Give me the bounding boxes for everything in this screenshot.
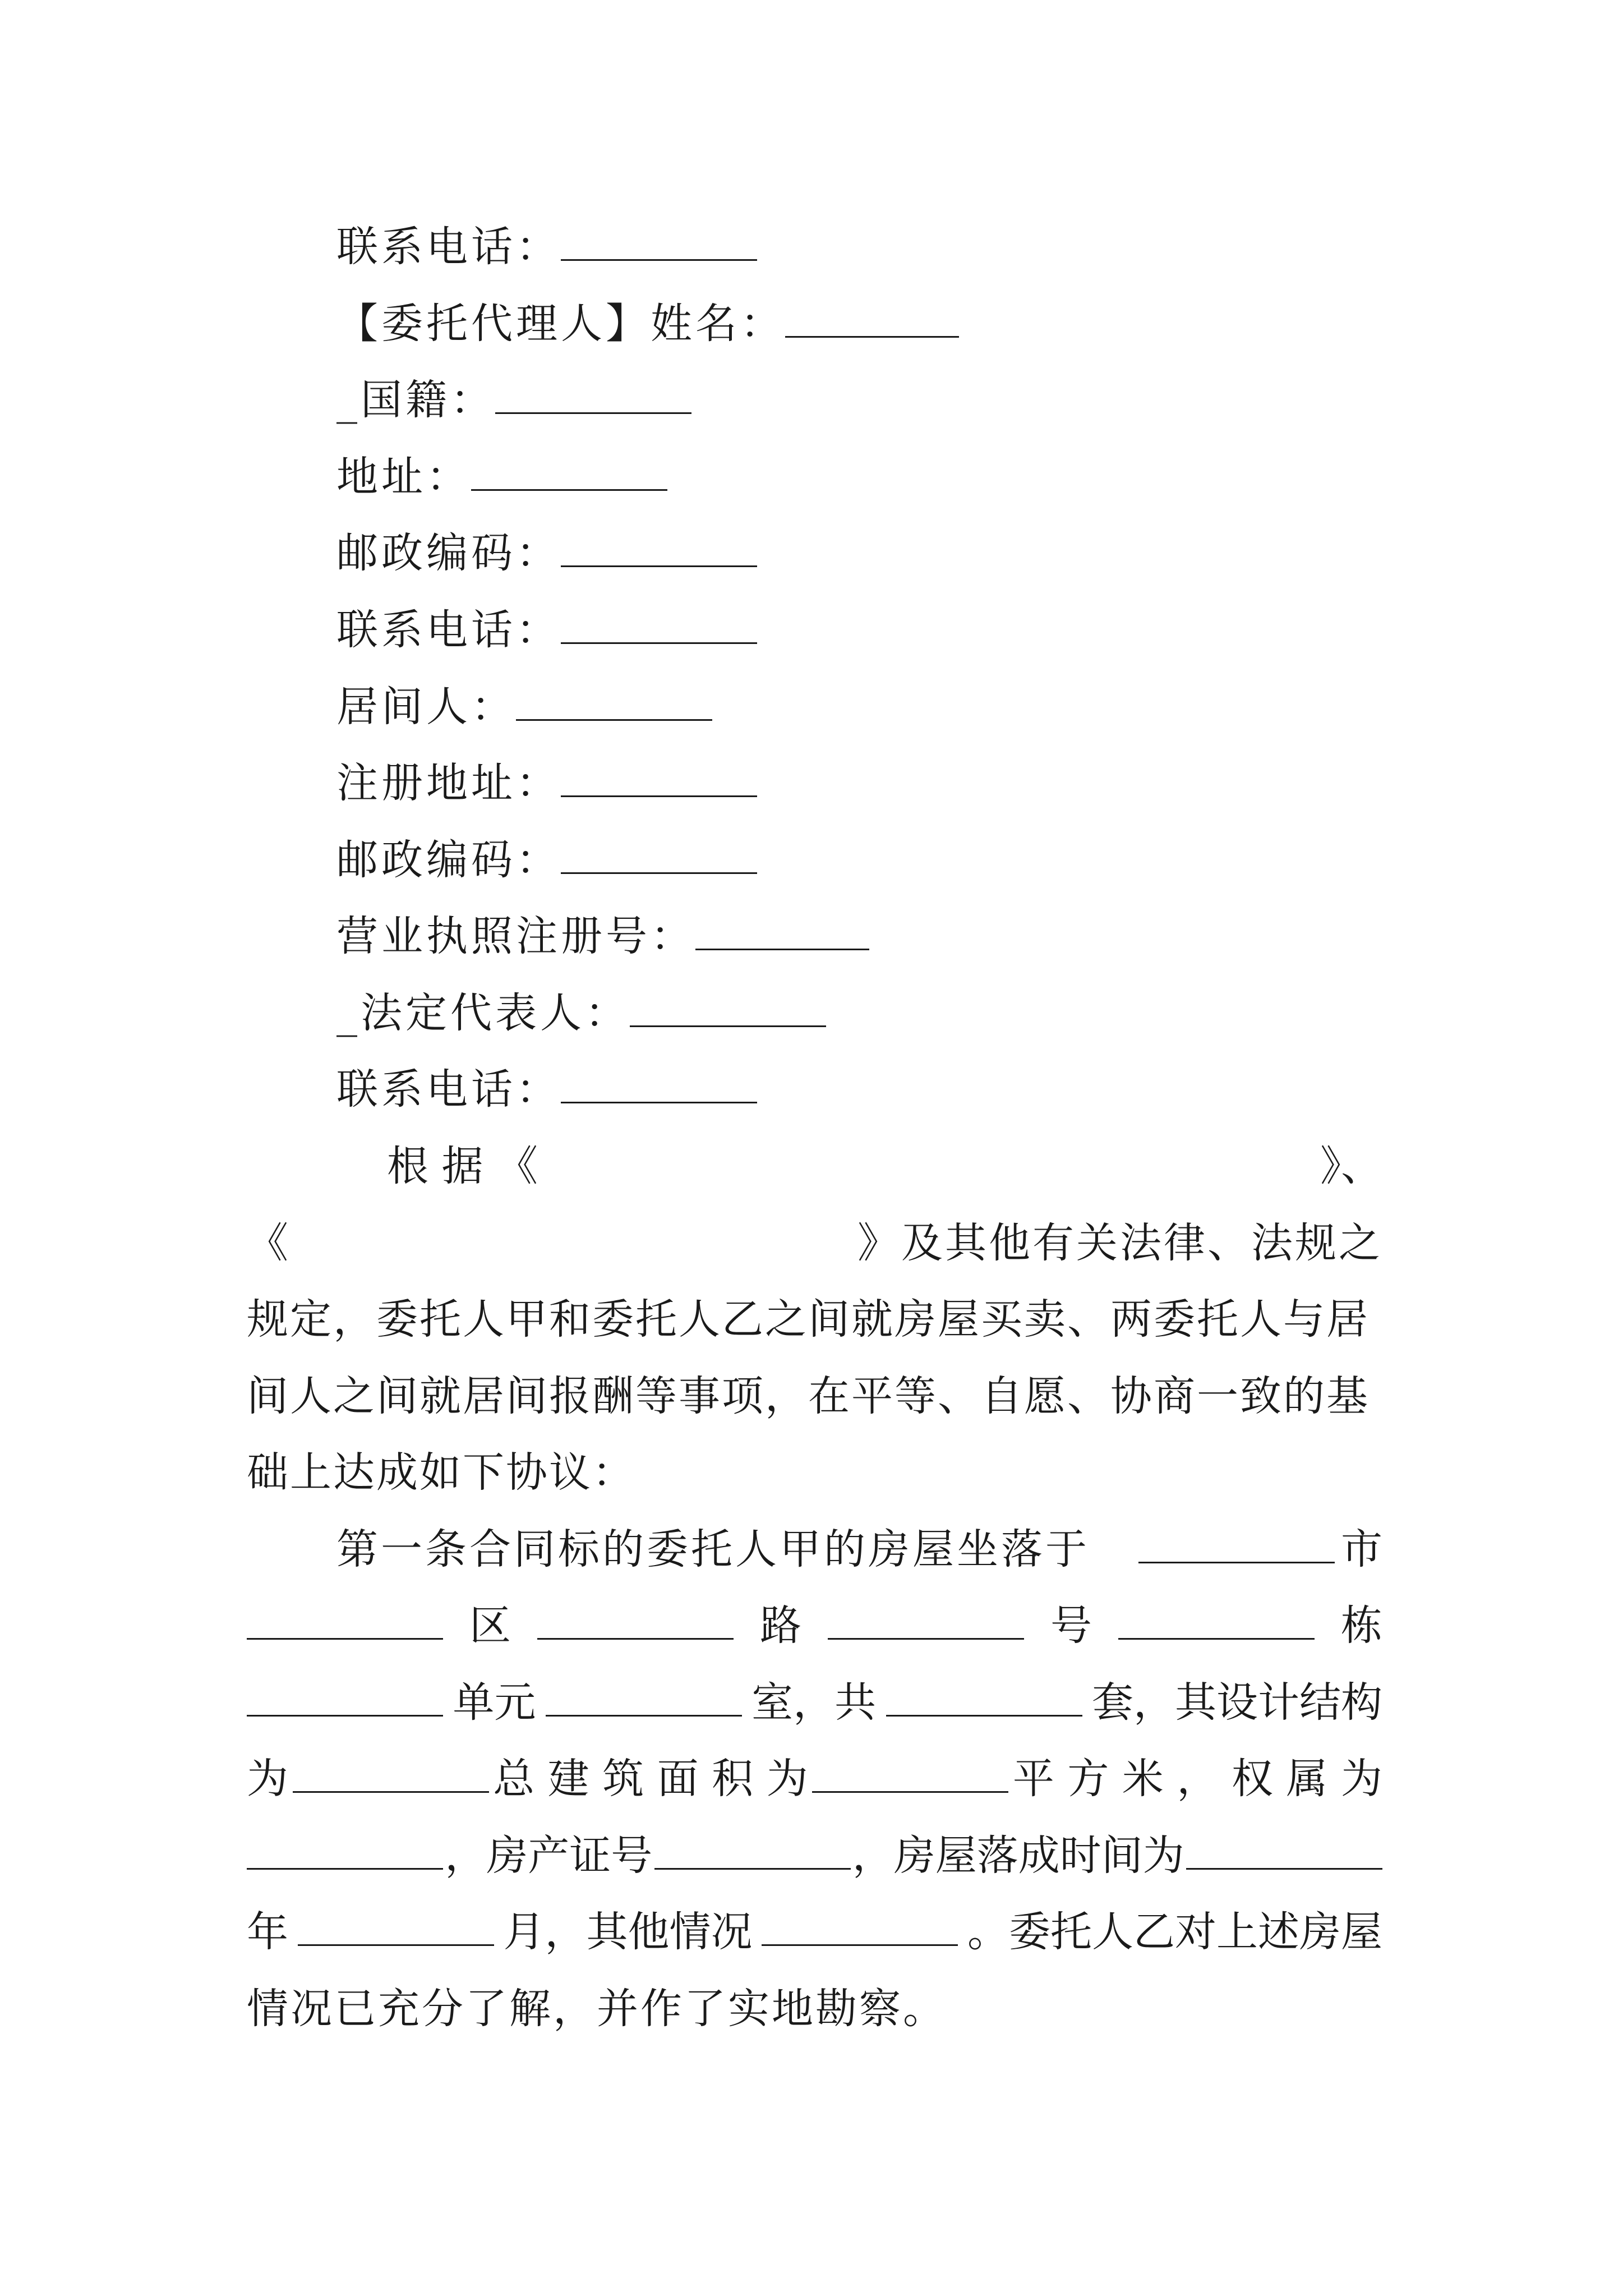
broker-license-row — [336, 908, 869, 964]
agent-postcode-blank[interactable] — [561, 525, 757, 567]
article1-cert-label: ，房产证号 — [445, 1832, 653, 1880]
agent-name-row — [336, 296, 959, 352]
preamble-line-5 — [247, 1444, 1382, 1501]
agent-nationality-label: _国籍： — [336, 376, 495, 424]
broker-legal-rep-label: _法定代表人： — [336, 989, 630, 1037]
article1-district: 区 — [469, 1602, 511, 1650]
agent-phone-label: 联系电话： — [336, 606, 561, 654]
agent-postcode-row — [336, 525, 757, 581]
article1-building-blank[interactable] — [247, 1674, 443, 1717]
article1-area-label: 总 建 筑 面 积 为 — [493, 1755, 808, 1803]
party-b-phone-label: 联系电话： — [336, 223, 561, 271]
article1-line-3 — [247, 1674, 1382, 1731]
broker-row — [336, 679, 712, 735]
article1-completion-blank[interactable] — [1186, 1828, 1382, 1870]
preamble-line-2 — [247, 1215, 1382, 1271]
article1-room: 室，共 — [751, 1678, 877, 1727]
preamble-line-4 — [247, 1368, 1382, 1424]
agent-address-blank[interactable] — [471, 449, 667, 491]
article1-unit-blank[interactable] — [546, 1674, 742, 1717]
broker-postcode-blank[interactable] — [561, 832, 757, 874]
article1-number: 号 — [1050, 1602, 1092, 1650]
agent-name-label: 【委托代理人】姓名： — [336, 300, 785, 348]
agent-name-blank[interactable] — [785, 296, 959, 338]
party-b-phone-row — [336, 219, 757, 275]
broker-address-blank[interactable] — [561, 755, 757, 797]
article1-district-blank[interactable] — [537, 1598, 734, 1640]
party-b-phone-blank[interactable] — [561, 219, 757, 261]
broker-label: 居间人： — [336, 683, 516, 731]
article1-last-line: 情况已充分了解，并作了实地勘察。 — [247, 1985, 947, 2033]
article1-month: 月，其他情况 — [503, 1908, 753, 1956]
article1-room-blank[interactable] — [886, 1674, 1082, 1717]
agent-nationality-blank[interactable] — [495, 372, 691, 414]
article1-sets: 套，其设计结构 — [1091, 1678, 1382, 1727]
preamble-close-a: 》、 — [1320, 1142, 1382, 1190]
article1-line-2 — [247, 1598, 1382, 1654]
preamble-basis: 根 据 《 — [387, 1142, 538, 1190]
agent-address-row — [336, 449, 667, 505]
preamble-line-2-tail: 》及其他有关法律、法规之 — [857, 1219, 1382, 1267]
agent-address-label: 地址： — [336, 453, 471, 501]
agent-phone-blank[interactable] — [561, 602, 757, 644]
broker-legal-rep-row — [336, 985, 826, 1041]
preamble-line-1 — [247, 1138, 1382, 1194]
broker-address-label: 注册地址： — [336, 759, 561, 807]
preamble-line-3 — [247, 1291, 1382, 1347]
article1-line-7 — [247, 1981, 1382, 2037]
broker-name-blank[interactable] — [516, 679, 712, 721]
preamble-line-5-text: 础上达成如下协议： — [247, 1448, 635, 1497]
article1-area-unit: 平 方 米 ， 权 属 为 — [1012, 1755, 1382, 1803]
article1-completion-label: ，房屋落成时间为 — [852, 1832, 1184, 1880]
article1-cert-blank[interactable] — [654, 1828, 851, 1870]
article1-area-blank[interactable] — [812, 1751, 1008, 1793]
broker-phone-blank[interactable] — [561, 1061, 757, 1103]
agent-nationality-row — [336, 372, 691, 428]
broker-license-label: 营业执照注册号： — [336, 912, 695, 960]
article1-number-blank[interactable] — [1118, 1598, 1315, 1640]
article1-line-5 — [247, 1828, 1382, 1884]
broker-phone-row — [336, 1061, 757, 1117]
broker-legal-rep-blank[interactable] — [630, 985, 826, 1027]
article1-ownership-blank[interactable] — [247, 1828, 443, 1870]
broker-phone-label: 联系电话： — [336, 1065, 561, 1114]
article1-other-blank[interactable] — [762, 1904, 958, 1946]
preamble-open-b: 《 — [247, 1219, 288, 1267]
article1-line-4 — [247, 1751, 1382, 1807]
article1-year: 年 — [247, 1908, 288, 1956]
article1-city-value-blank[interactable] — [247, 1598, 443, 1640]
article1-city-blank[interactable] — [1138, 1521, 1335, 1563]
broker-postcode-label: 邮政编码： — [336, 836, 561, 884]
article1-city: 市 — [1341, 1525, 1382, 1573]
article1-line-6 — [247, 1904, 1382, 1960]
article1-structure-blank[interactable] — [293, 1751, 489, 1793]
broker-postcode-row — [336, 832, 757, 888]
broker-address-row — [336, 755, 757, 811]
article1-month-blank[interactable] — [298, 1904, 494, 1946]
article1-line-1 — [247, 1521, 1382, 1577]
article1-unit: 单元 — [453, 1678, 536, 1727]
agent-phone-row — [336, 602, 757, 658]
article1-tail: 。委托人乙对上述房屋 — [967, 1908, 1382, 1956]
article1-road: 路 — [760, 1602, 801, 1650]
preamble-line-3-text: 规定，委托人甲和委托人乙之间就房屋买卖、两委托人与居 — [247, 1295, 1370, 1343]
article1-intro: 第一条合同标的委托人甲的房屋坐落于 — [336, 1525, 1090, 1573]
article1-building: 栋 — [1341, 1602, 1382, 1650]
agent-postcode-label: 邮政编码： — [336, 529, 561, 577]
article1-structure-prefix: 为 — [247, 1755, 288, 1803]
preamble-line-4-text: 间人之间就居间报酬等事项，在平等、自愿、协商一致的基 — [247, 1372, 1370, 1420]
broker-license-blank[interactable] — [695, 908, 869, 950]
article1-road-blank[interactable] — [828, 1598, 1024, 1640]
